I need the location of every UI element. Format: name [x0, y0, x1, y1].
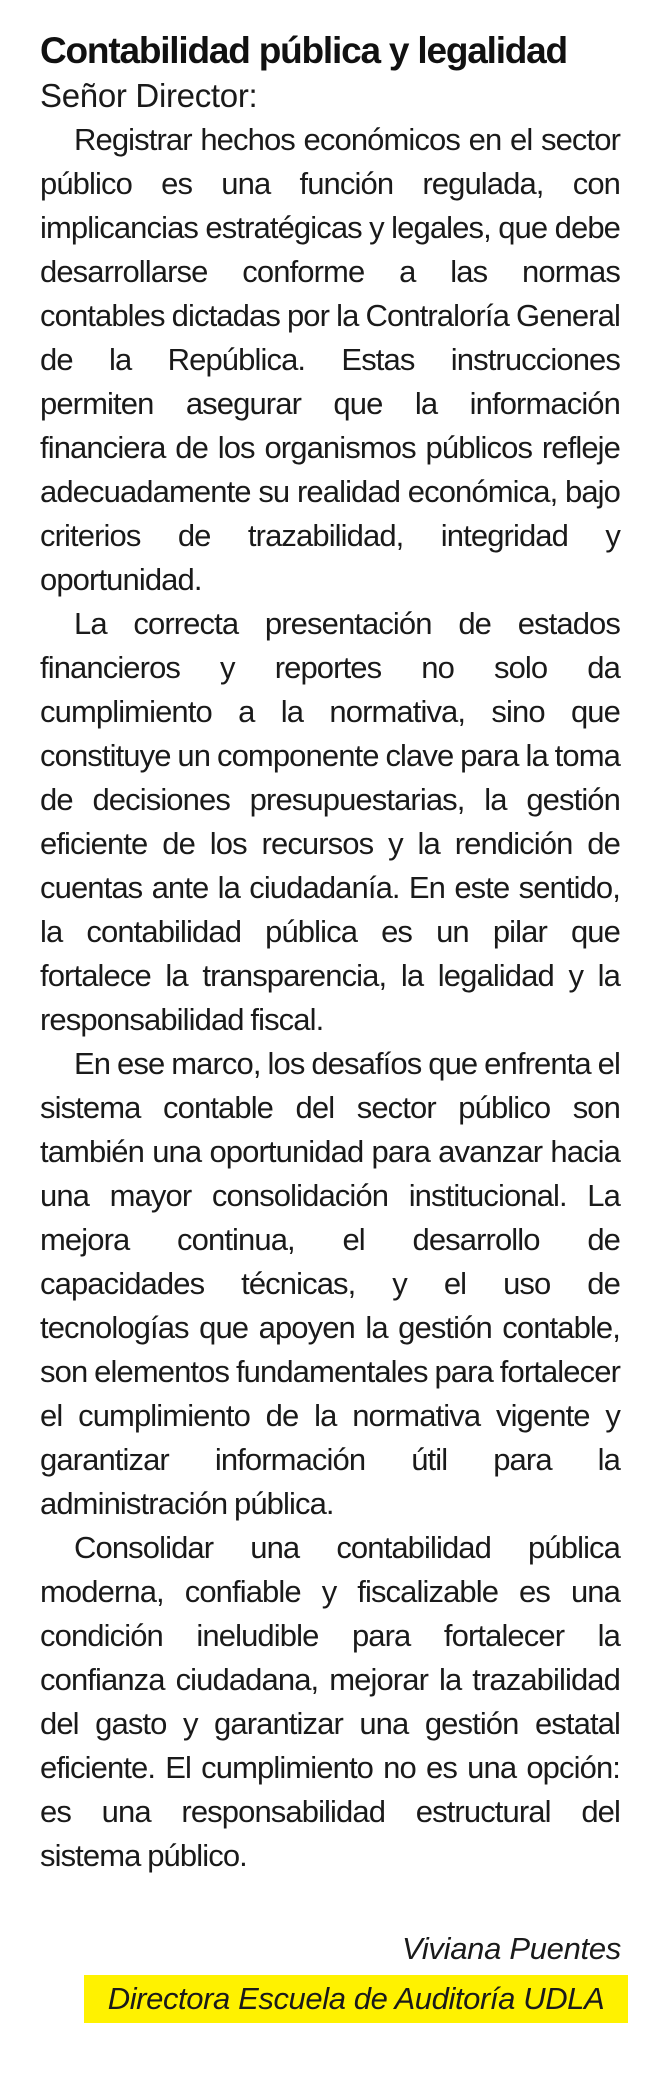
author-role-highlight: [84, 1975, 628, 2023]
paragraph-1: Registrar hechos económicos en el sector público es una función regulada, con implicancias estratégicas y legales, que debe desarrollarse conforme a las normas contables dictadas por la Contraloría General de la República. Estas instrucciones permiten asegurar que la información financiera de los organismos públicos refleje adecuadamente su realidad económica, bajo criterios de trazabilidad, integridad y oportunidad.: [40, 122, 620, 597]
paragraph-2: La correcta presentación de estados financieros y reportes no solo da cumplimiento a la normativa, sino que constituye un componente clave para la toma de decisiones presupuestarias, la gestión eficiente de los recursos y la rendición de cuentas ante la ciudadanía. En este sentido, la contabilidad pública es un pilar que fortalece la transparencia, la legalidad y la responsabilidad fiscal.: [40, 606, 620, 1037]
letter: [40, 28, 620, 1878]
paragraph-3: En ese marco, los desafíos que enfrenta el sistema contable del sector público son también una oportunidad para avanzar hacia una mayor consolidación institucional. La mejora continua, el desarrollo de capacidades técnicas, y el uso de tecnologías que apoyen la gestión contable, son elementos fundamentales para fortalecer el cumplimiento de la normativa vigente y garantizar información útil para la administración pública.: [40, 1046, 620, 1521]
author-role: Directora Escuela de Auditoría UDLA: [107, 1981, 605, 2016]
letter-title: Contabilidad pública y legalidad: [40, 30, 567, 71]
author-name: Viviana Puentes: [402, 1931, 621, 1966]
salutation: Señor Director:: [40, 77, 258, 114]
paragraph-4: Consolidar una contabilidad pública moderna, confiable y fiscalizable es una condición ineludible para fortalecer la confianza ciudadana, mejorar la trazabilidad del gasto y garantizar una gestión estatal eficiente. El cumplimiento no es una opción: es una responsabilidad estructural del sistema público.: [40, 1530, 620, 1873]
